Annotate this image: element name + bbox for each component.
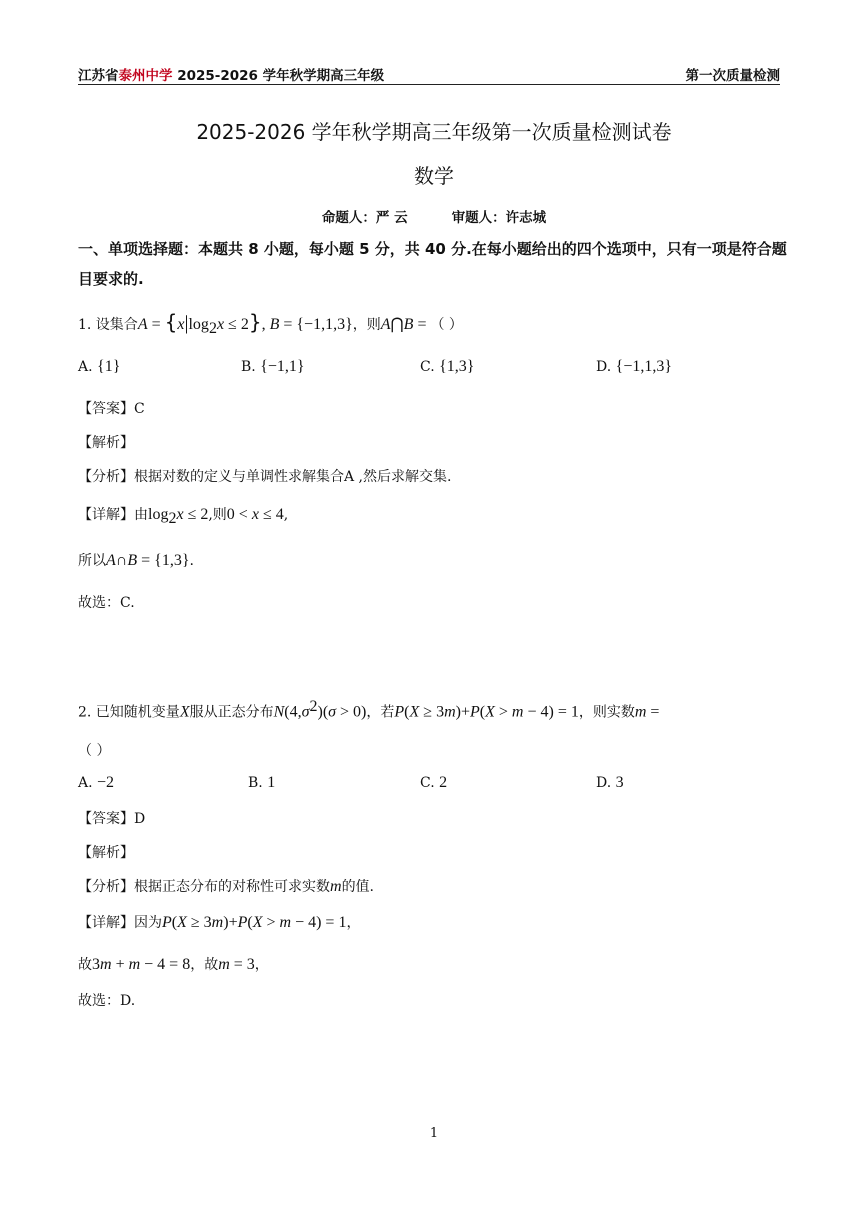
q1-detail-2: 所以A∩B = {1,3}.	[78, 552, 194, 569]
q1-choose: 故选：C.	[78, 595, 135, 611]
page-title: 2025-2026 学年秋学期高三年级第一次质量检测试卷	[196, 120, 672, 144]
q2-option-d: D. 3	[596, 774, 624, 791]
section-heading: 一、单项选择题：本题共 8 小题，每小题 5 分，共 40 分.在每小题给出的四个选项中，只有一项是符合题目要求的.	[78, 240, 787, 288]
q1-fenxi: 【分析】根据对数的定义与单调性求解集合A ,然后求解交集.	[78, 469, 452, 485]
q2-answer: 【答案】D	[78, 811, 146, 827]
q2-option-c: C. 2	[420, 774, 448, 791]
q2-choose: 故选：D.	[78, 993, 136, 1009]
q1-option-b: B. {−1,1}	[241, 358, 305, 375]
q2-detail-2: 故3m + m − 4 = 8，故m = 3，	[78, 956, 269, 973]
page-number: 1	[429, 1126, 439, 1141]
q1-answer: 【答案】C	[78, 401, 145, 417]
header-left: 江苏省泰州中学 2025-2026 学年秋学期高三年级	[78, 68, 385, 84]
q2-option-b: B. 1	[248, 774, 276, 791]
reviewer: 审题人：许志城	[451, 210, 547, 226]
setter: 命题人：严 云	[321, 210, 408, 226]
q2-analysis-label: 【解析】	[78, 845, 134, 861]
q1-option-d: D. {−1,1,3}	[596, 358, 673, 375]
q2-stem-line2: （ ）	[78, 743, 111, 759]
school-name: 泰州中学	[118, 68, 173, 84]
running-header	[78, 64, 780, 85]
q2-stem: 2. 已知随机变量X服从正态分布$N(4,\sigma^2)(\sigma > 0)$，若P(X ≥ 3m)+P(X > m − 4) = 1，则实数m =	[78, 698, 660, 721]
authors-line	[0, 206, 868, 226]
q1-stem: 1. 设集合$A = \{x|\log_2x \le 2\}$, B = {−1,1,3}，则A⋂B = （ ）	[78, 310, 463, 337]
subject-title: 数学	[414, 164, 454, 188]
q1-option-a: A. {1}	[78, 358, 121, 375]
q2-detail-1: 【详解】因为P(X ≥ 3m)+P(X > m − 4) = 1，	[78, 914, 361, 931]
header-right: 第一次质量检测	[685, 68, 780, 84]
q1-analysis-label: 【解析】	[78, 435, 134, 451]
q1-detail-1: 【详解】由$\log_2x \le 2$,则0 < x ≤ 4,	[78, 506, 289, 527]
q2-fenxi: 【分析】根据正态分布的对称性可求实数m的值.	[78, 878, 375, 895]
q2-option-a: A. −2	[78, 774, 115, 791]
q1-option-c: C. {1,3}	[420, 358, 475, 375]
